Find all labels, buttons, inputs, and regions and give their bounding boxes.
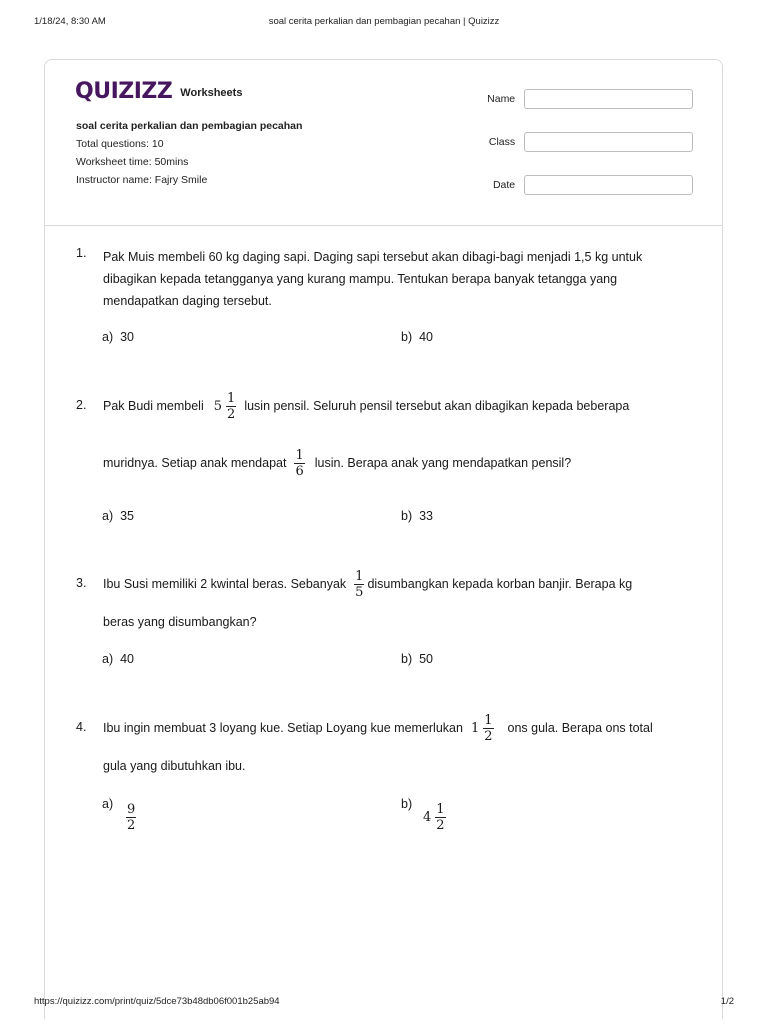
fraction-numerator: 1	[295, 447, 304, 463]
option-label: b)	[401, 652, 413, 666]
fraction-numerator: 9	[127, 802, 136, 817]
print-datetime: 1/18/24, 8:30 AM	[34, 16, 106, 27]
date-field[interactable]	[524, 175, 693, 195]
date-field-row	[465, 174, 693, 196]
option-b[interactable]	[401, 330, 433, 344]
question-text: beras yang disumbangkan?	[103, 615, 257, 629]
option-label: b)	[401, 330, 413, 344]
question-text: Pak Muis membeli 60 kg daging sapi. Daging sapi tersebut akan dibagi-bagi menjadi 1,5 kg untuk dibagikan kepada tetangganya yang kurang mampu. Tentukan berapa banyak tetangga yang mendapatkan daging tersebut.	[103, 250, 643, 308]
worksheet-title: soal cerita perkalian dan pembagian pecahan	[76, 120, 303, 132]
option-a[interactable]	[102, 652, 134, 666]
question-text: muridnya. Setiap anak mendapat	[103, 456, 287, 470]
question-number: 3.	[76, 576, 87, 590]
fraction-denominator: 5	[355, 584, 364, 600]
fraction-numerator: 1	[436, 802, 445, 817]
quizizz-logo	[75, 79, 242, 104]
option-b[interactable]	[401, 652, 433, 666]
print-page-count: 1/2	[720, 996, 734, 1007]
fraction	[294, 448, 304, 479]
fraction	[226, 391, 236, 422]
instructor-name: Instructor name: Fajry Smile	[76, 174, 208, 186]
fraction-denominator: 2	[484, 728, 493, 744]
fraction-denominator: 2	[227, 406, 236, 422]
option-value: 40	[419, 330, 433, 344]
name-field[interactable]	[524, 89, 693, 109]
option-label: b)	[401, 797, 413, 811]
class-field-row	[465, 131, 693, 153]
option-value: 35	[120, 509, 134, 523]
question-text: Pak Budi membeli	[103, 399, 204, 413]
class-label: Class	[488, 136, 516, 148]
question-line-2	[103, 443, 703, 483]
option-value: 33	[419, 509, 433, 523]
print-footer	[0, 996, 768, 1010]
total-questions: Total questions: 10	[76, 138, 164, 150]
option-a-fraction	[126, 802, 136, 833]
fraction-whole: 5	[213, 398, 223, 414]
question-number: 2.	[76, 398, 87, 412]
print-url: https://quizizz.com/print/quiz/5dce73b48db06f001b25ab94	[34, 996, 280, 1007]
question-text: lusin pensil. Seluruh pensil tersebut akan dibagikan kepada beberapa	[244, 399, 630, 413]
print-page-title: soal cerita perkalian dan pembagian pecahan | Quizizz	[268, 16, 500, 27]
question-line-1	[103, 708, 703, 748]
question-line-1	[103, 564, 703, 604]
option-label: a)	[102, 509, 114, 523]
fraction-whole: 4	[423, 810, 432, 825]
fraction-numerator: 1	[227, 390, 236, 406]
option-b[interactable]	[401, 797, 412, 811]
fraction-numerator: 1	[484, 712, 493, 728]
option-label: b)	[401, 509, 413, 523]
option-a[interactable]	[102, 330, 134, 344]
logo-subtitle: Worksheets	[180, 86, 243, 99]
class-field[interactable]	[524, 132, 693, 152]
option-b[interactable]	[401, 509, 433, 523]
option-value: 40	[120, 652, 134, 666]
mixed-fraction	[467, 713, 498, 744]
name-label: Name	[487, 93, 516, 105]
fraction-denominator: 6	[295, 463, 304, 479]
fraction-whole: 1	[470, 720, 480, 736]
fraction-denominator: 2	[436, 818, 445, 833]
fraction	[483, 713, 493, 744]
worksheet-time: Worksheet time: 50mins	[76, 156, 189, 168]
question-text: Ibu ingin membuat 3 loyang kue. Setiap Loyang kue memerlukan	[103, 721, 463, 735]
fraction	[354, 569, 364, 600]
question-text: gula yang dibutuhkan ibu.	[103, 759, 246, 773]
fraction-denominator: 2	[127, 818, 136, 833]
question-text: ons gula. Berapa ons total	[507, 721, 653, 735]
fraction	[435, 802, 445, 833]
question-line-1	[103, 386, 703, 426]
option-label: a)	[102, 797, 114, 811]
question-text: disumbangkan kepada korban banjir. Berapa kg	[367, 577, 633, 591]
fraction-numerator: 1	[355, 568, 364, 584]
option-value: 50	[419, 652, 433, 666]
option-label: a)	[102, 652, 114, 666]
print-header	[0, 16, 768, 30]
option-a[interactable]	[102, 797, 113, 811]
question-number: 4.	[76, 720, 87, 734]
question-number: 1.	[76, 246, 87, 260]
option-a[interactable]	[102, 509, 134, 523]
name-field-row	[465, 88, 693, 110]
logo-wordmark: QUIZIZZ	[75, 79, 173, 104]
worksheet	[44, 59, 723, 1019]
worksheet-header	[45, 60, 722, 226]
date-label: Date	[492, 179, 516, 191]
option-b-mixed-fraction	[419, 802, 450, 833]
question-text: lusin. Berapa anak yang mendapatkan pensil?	[314, 456, 572, 470]
mixed-fraction	[210, 391, 241, 422]
worksheet-meta	[76, 119, 306, 187]
question-text: Ibu Susi memiliki 2 kwintal beras. Sebanyak	[103, 577, 347, 591]
option-label: a)	[102, 330, 114, 344]
option-value: 30	[120, 330, 134, 344]
